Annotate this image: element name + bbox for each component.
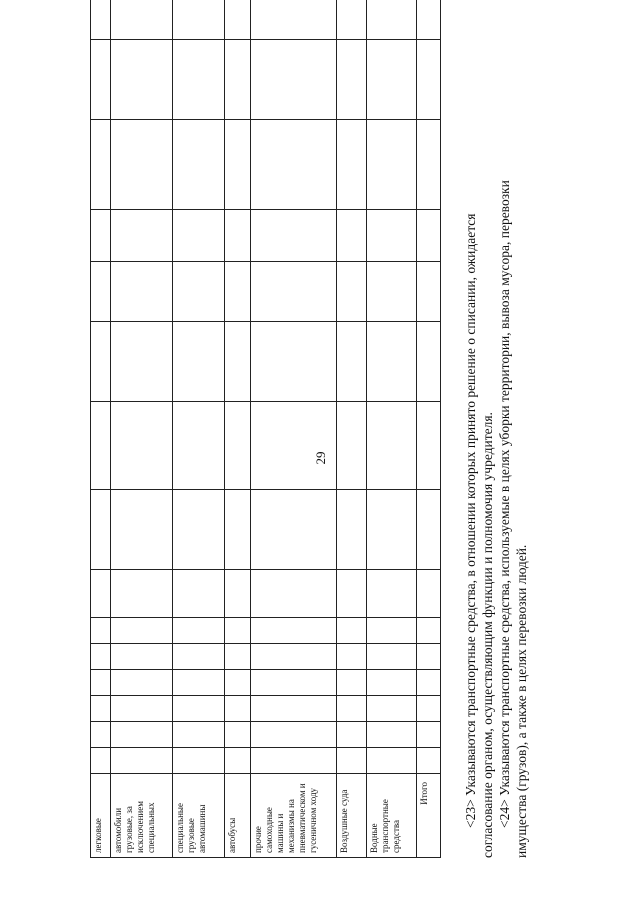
- table-cell: [111, 696, 173, 722]
- table-cell: [225, 0, 251, 40]
- table-cell: [173, 262, 225, 322]
- table-cell: [251, 490, 337, 570]
- table-cell: [251, 210, 337, 262]
- table-cell: [367, 570, 417, 618]
- table-cell: [417, 618, 441, 644]
- table-cell: [367, 670, 417, 696]
- table-cell: [173, 322, 225, 402]
- table-cell: [251, 262, 337, 322]
- table-row: [367, 0, 417, 858]
- table-cell: [91, 490, 111, 570]
- table-cell: [417, 722, 441, 748]
- table-cell: [225, 644, 251, 670]
- page-number: 29: [313, 451, 328, 465]
- table-cell: [225, 262, 251, 322]
- row-label-buses: автобусы: [225, 774, 251, 858]
- table-cell: [225, 40, 251, 120]
- row-label-aircraft: Воздушные суда: [337, 774, 367, 858]
- footnote-23: <23> Указываются транспортные средства, в отношении которых принято решение о списании, ожидается: [463, 213, 478, 828]
- table-cell: [173, 670, 225, 696]
- footnote-23-continuation: согласование органом, осуществляющим функции и полномочия учредителя.: [480, 412, 495, 858]
- table-row: [225, 0, 251, 858]
- table-cell: [111, 120, 173, 210]
- table-cell: [367, 748, 417, 774]
- row-label-passenger: легковые: [91, 774, 111, 858]
- table-cell: [251, 402, 337, 490]
- table-cell: [91, 618, 111, 644]
- table-cell: [111, 644, 173, 670]
- table-cell: [173, 40, 225, 120]
- table-cell: [111, 570, 173, 618]
- footnotes: [462, 48, 530, 858]
- footnote-24: <24> Указываются транспортные средства, используемые в целях уборки территории, вывоза мусора, перевозки: [497, 180, 512, 828]
- table-cell: [111, 322, 173, 402]
- table-cell: [111, 490, 173, 570]
- table-cell: [337, 618, 367, 644]
- table-cell: [225, 322, 251, 402]
- table-cell: [251, 748, 337, 774]
- table-cell: [173, 722, 225, 748]
- table-cell: [91, 644, 111, 670]
- table-cell: [367, 322, 417, 402]
- table-cell: [225, 696, 251, 722]
- table-cell: [367, 40, 417, 120]
- table-cell: [367, 402, 417, 490]
- table-cell: [251, 670, 337, 696]
- table-cell: [367, 262, 417, 322]
- table-cell: [417, 0, 441, 40]
- table-cell: [91, 210, 111, 262]
- table-cell: [173, 618, 225, 644]
- table-row: [251, 0, 337, 858]
- table-cell: [173, 644, 225, 670]
- table-cell: [417, 570, 441, 618]
- table-cell: [225, 210, 251, 262]
- table-cell: [337, 262, 367, 322]
- table-cell: [337, 722, 367, 748]
- table-cell: [251, 40, 337, 120]
- table-cell: [337, 670, 367, 696]
- table-cell: [111, 262, 173, 322]
- table-cell: [111, 748, 173, 774]
- transport-table: [90, 0, 441, 858]
- table-cell: [337, 570, 367, 618]
- table-cell: [337, 0, 367, 40]
- table-cell: [337, 402, 367, 490]
- table-cell: [337, 748, 367, 774]
- table-cell: [91, 722, 111, 748]
- transport-table-wrapper: [90, 48, 460, 858]
- table-cell: [173, 402, 225, 490]
- table-cell: [225, 402, 251, 490]
- table-cell: [91, 402, 111, 490]
- table-cell: [91, 748, 111, 774]
- table-cell: [91, 570, 111, 618]
- table-row: [111, 0, 173, 858]
- table-cell: [337, 490, 367, 570]
- table-cell: [173, 210, 225, 262]
- rotated-content: [90, 48, 529, 858]
- table-cell: [367, 210, 417, 262]
- table-cell: [91, 40, 111, 120]
- table-cell: [225, 670, 251, 696]
- table-cell: [251, 696, 337, 722]
- table-cell: [251, 644, 337, 670]
- row-label-special-trucks: специальные грузовые автомашины: [173, 774, 225, 858]
- table-cell: [111, 210, 173, 262]
- footnote-24-continuation: имущества (грузов), а также в целях перевозки людей.: [514, 544, 529, 858]
- table-cell: [173, 570, 225, 618]
- table-row: [337, 0, 367, 858]
- table-row: [417, 0, 441, 858]
- table-cell: [417, 210, 441, 262]
- table-cell: [417, 402, 441, 490]
- table-cell: [337, 322, 367, 402]
- table-cell: [225, 570, 251, 618]
- table-cell: [111, 618, 173, 644]
- table-cell: [173, 490, 225, 570]
- table-cell: [367, 722, 417, 748]
- row-label-water-vehicles: Водные транспортные средства: [367, 774, 417, 858]
- table-cell: [111, 40, 173, 120]
- table-cell: [111, 722, 173, 748]
- table-cell: [417, 670, 441, 696]
- row-label-total: Итого: [417, 774, 441, 858]
- table-cell: [251, 322, 337, 402]
- table-cell: [417, 644, 441, 670]
- table-cell: [337, 120, 367, 210]
- table-cell: [91, 120, 111, 210]
- table-cell: [251, 722, 337, 748]
- table-cell: [337, 644, 367, 670]
- table-cell: [417, 696, 441, 722]
- table-cell: [91, 0, 111, 40]
- table-cell: [251, 0, 337, 40]
- table-cell: [367, 696, 417, 722]
- table-cell: [337, 40, 367, 120]
- table-cell: [111, 0, 173, 40]
- table-cell: [173, 696, 225, 722]
- table-cell: [91, 670, 111, 696]
- table-cell: [367, 618, 417, 644]
- table-row: [173, 0, 225, 858]
- table-cell: [91, 262, 111, 322]
- table-cell: [251, 120, 337, 210]
- table-cell: [251, 570, 337, 618]
- table-cell: [417, 120, 441, 210]
- table-cell: [111, 402, 173, 490]
- table-cell: [417, 322, 441, 402]
- table-cell: [225, 120, 251, 210]
- row-label-other-machines: прочие самоходные машины и механизмы на пневматическом и гусеничном ходу: [251, 774, 337, 858]
- table-cell: [367, 0, 417, 40]
- table-cell: [417, 40, 441, 120]
- table-cell: [225, 490, 251, 570]
- table-cell: [91, 322, 111, 402]
- table-cell: [417, 748, 441, 774]
- table-cell: [417, 262, 441, 322]
- table-cell: [417, 490, 441, 570]
- row-label-trucks: автомобили грузовые, за исключением специальных: [111, 774, 173, 858]
- table-cell: [225, 748, 251, 774]
- table-cell: [225, 618, 251, 644]
- table-cell: [367, 490, 417, 570]
- table-cell: [337, 696, 367, 722]
- table-cell: [337, 210, 367, 262]
- table-cell: [251, 618, 337, 644]
- table-cell: [367, 120, 417, 210]
- table-cell: [173, 748, 225, 774]
- table-cell: [225, 722, 251, 748]
- table-cell: [173, 0, 225, 40]
- table-cell: [173, 120, 225, 210]
- table-row: [91, 0, 111, 858]
- table-cell: [367, 644, 417, 670]
- table-cell: [91, 696, 111, 722]
- table-cell: [111, 670, 173, 696]
